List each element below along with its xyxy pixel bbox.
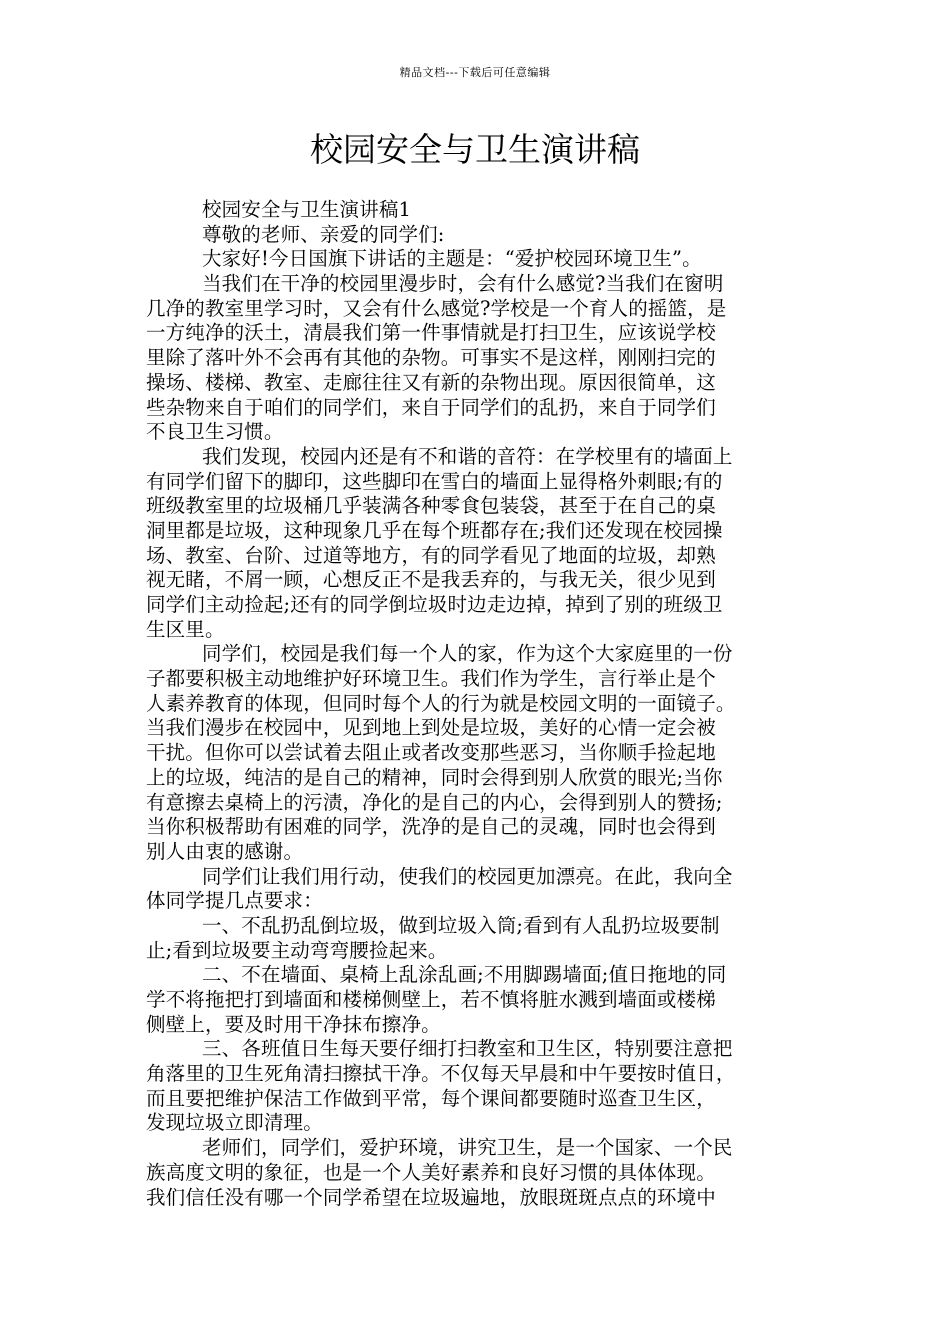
document-body: [146, 198, 818, 1210]
text-line: 生区里。: [146, 617, 225, 641]
text-line: 校园安全与卫生演讲稿1: [202, 198, 412, 221]
text-line: 同学们让我们用行动，使我们的校园更加漂亮。在此，我向全: [202, 864, 733, 888]
text-line: 一方纯净的沃土，清晨我们第一件事情就是打扫卫生，应该说学校: [146, 321, 716, 345]
text-line: 而且要把维护保洁工作做到平常，每个课间都要随时巡查卫生区，: [146, 1086, 716, 1110]
text-line: 有同学们留下的脚印，这些脚印在雪白的墙面上显得格外刺眼;有的: [146, 469, 723, 493]
text-line: 一、不乱扔乱倒垃圾，做到垃圾入筒;看到有人乱扔垃圾要制: [202, 913, 720, 937]
text-line: 我们发现，校园内还是有不和谐的音符：在学校里有的墙面上: [202, 444, 733, 468]
header-note: 精品文档---下载后可任意编辑: [399, 66, 551, 79]
text-line: 当我们漫步在校园中，见到地上到处是垃圾，美好的心情一定会被: [146, 716, 716, 740]
text-line: 上的垃圾，纯洁的是自己的精神，同时会得到别人欣赏的眼光;当你: [146, 765, 723, 789]
text-line: 当我们在干净的校园里漫步时，会有什么感觉?当我们在窗明: [202, 272, 724, 296]
text-line: 视无睹，不屑一顾，心想反正不是我丢弃的，与我无关，很少见到: [146, 568, 716, 592]
text-line: 几净的教室里学习时，又会有什么感觉?学校是一个育人的摇篮，是: [146, 296, 727, 320]
text-line: 体同学提几点要求：: [146, 889, 323, 913]
text-line: 场、教室、台阶、过道等地方，有的同学看见了地面的垃圾，却熟: [146, 543, 716, 567]
text-line: 里除了落叶外不会再有其他的杂物。可事实不是这样，刚刚扫完的: [146, 346, 716, 370]
text-line: 族高度文明的象征，也是一个人美好素养和良好习惯的具体体现。: [146, 1160, 716, 1184]
text-line: 些杂物来自于咱们的同学们，来自于同学们的乱扔，来自于同学们: [146, 395, 716, 419]
text-line: 二、不在墙面、桌椅上乱涂乱画;不用脚踢墙面;值日拖地的同: [202, 963, 727, 987]
text-line: 我们信任没有哪一个同学希望在垃圾遍地，放眼斑斑点点的环境中: [146, 1185, 716, 1209]
document-title: 校园安全与卫生演讲稿: [310, 130, 640, 169]
text-line: 发现垃圾立即清理。: [146, 1111, 323, 1135]
text-line: 有意擦去桌椅上的污渍，净化的是自己的内心，会得到别人的赞扬;: [146, 790, 723, 814]
text-line: 大家好!今日国旗下讲话的主题是：“爱护校园环境卫生”。: [202, 247, 702, 271]
text-line: 干扰。但你可以尝试着去阻止或者改变那些恶习，当你顺手捡起地: [146, 741, 716, 765]
text-line: 尊敬的老师、亲爱的同学们:: [202, 222, 445, 246]
text-line: 侧壁上，要及时用干净抹布擦净。: [146, 1012, 441, 1036]
text-line: 三、各班值日生每天要仔细打扫教室和卫生区，特别要注意把: [202, 1037, 733, 1061]
text-line: 不良卫生习惯。: [146, 420, 284, 444]
text-line: 别人由衷的感谢。: [146, 839, 304, 863]
text-line: 同学们，校园是我们每一个人的家，作为这个大家庭里的一份: [202, 642, 733, 666]
text-line: 同学们主动捡起;还有的同学倒垃圾时边走边掉，掉到了别的班级卫: [146, 593, 723, 616]
text-line: 老师们，同学们，爱护环境，讲究卫生，是一个国家、一个民: [202, 1136, 733, 1160]
text-line: 操场、楼梯、教室、走廊往往又有新的杂物出现。原因很简单，这: [146, 370, 716, 394]
text-line: 人素养教育的体现，但同时每个人的行为就是校园文明的一面镜子。: [146, 691, 736, 715]
text-line: 止;看到垃圾要主动弯弯腰捡起来。: [146, 938, 448, 962]
text-line: 学不将拖把打到墙面和楼梯侧壁上，若不慎将脏水溅到墙面或楼梯: [146, 988, 716, 1011]
text-line: 班级教室里的垃圾桶几乎装满各种零食包装袋，甚至于在自己的桌: [146, 494, 716, 518]
text-line: 角落里的卫生死角清扫擦拭干净。不仅每天早晨和中午要按时值日，: [146, 1062, 736, 1086]
text-line: 洞里都是垃圾，这种现象几乎在每个班都存在;我们还发现在校园操: [146, 518, 723, 542]
text-line: 子都要积极主动地维护好环境卫生。我们作为学生，言行举止是个: [146, 667, 716, 691]
text-line: 当你积极帮助有困难的同学，洗净的是自己的灵魂，同时也会得到: [146, 815, 716, 839]
